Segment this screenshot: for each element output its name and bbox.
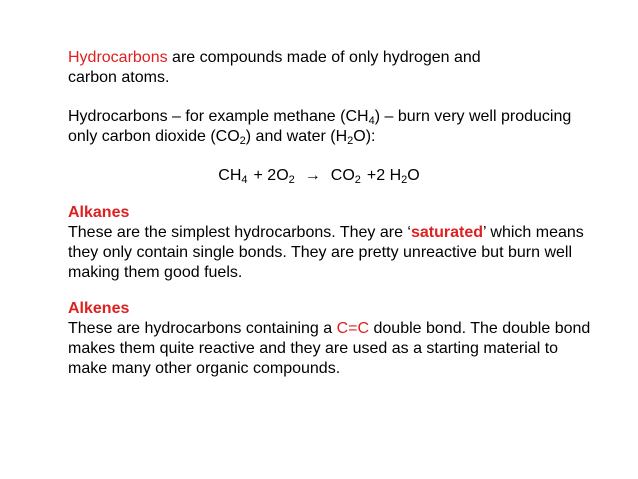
eq-o2-sub: 2 xyxy=(288,174,295,186)
alkanes-section xyxy=(68,203,628,283)
eq-ch-sub: 4 xyxy=(241,174,248,186)
burn-text-4: ) and water (H xyxy=(245,128,348,145)
burn-text-3: only carbon dioxide (CO xyxy=(68,128,240,145)
alkanes-line-2: they only contain single bonds. They are pretty unreactive but burn well xyxy=(68,244,572,261)
alkenes-line-2: makes them quite reactive and they are used as a starting material to xyxy=(68,340,559,357)
burn-sub-3: 2 xyxy=(347,135,354,147)
saturated-term: saturated xyxy=(410,224,484,241)
alkenes-section xyxy=(68,299,628,379)
alkenes-text-1: These are hydrocarbons containing a xyxy=(68,320,337,337)
eq-plus-h2: +2 H xyxy=(366,167,402,184)
burn-paragraph xyxy=(68,107,628,147)
combustion-equation xyxy=(0,166,638,186)
eq-o: O xyxy=(407,167,420,184)
double-bond-term: C=C xyxy=(336,320,370,337)
reaction-arrow-icon: → xyxy=(304,167,321,184)
intro-line1-text: are compounds made of only hydrogen and xyxy=(167,49,481,66)
burn-text-1: Hydrocarbons – for example methane (CH xyxy=(68,108,369,125)
alkenes-text-2: double bond. The double bond xyxy=(369,320,591,337)
alkanes-heading: Alkanes xyxy=(68,204,130,221)
eq-co: CO xyxy=(330,167,355,184)
alkanes-text-1: These are the simplest hydrocarbons. They are ‘ xyxy=(68,224,411,241)
alkanes-text-2: ’ which means xyxy=(483,224,584,241)
eq-plus-o2: + 2O xyxy=(253,167,289,184)
eq-ch: CH xyxy=(218,167,242,184)
burn-sub-2: 2 xyxy=(239,135,246,147)
burn-text-5: O): xyxy=(353,128,376,145)
eq-h2-sub: 2 xyxy=(401,174,408,186)
eq-co2-sub: 2 xyxy=(354,174,361,186)
alkenes-line-3: make many other organic compounds. xyxy=(68,360,341,377)
alkanes-line-3: making them good fuels. xyxy=(68,264,243,281)
burn-sub-1: 4 xyxy=(368,115,375,127)
alkenes-heading: Alkenes xyxy=(68,300,130,317)
intro-paragraph xyxy=(68,48,628,88)
burn-text-2: ) – burn very well producing xyxy=(374,108,572,125)
intro-line2-text: carbon atoms. xyxy=(68,69,170,86)
hydrocarbons-term: Hydrocarbons xyxy=(68,49,168,66)
